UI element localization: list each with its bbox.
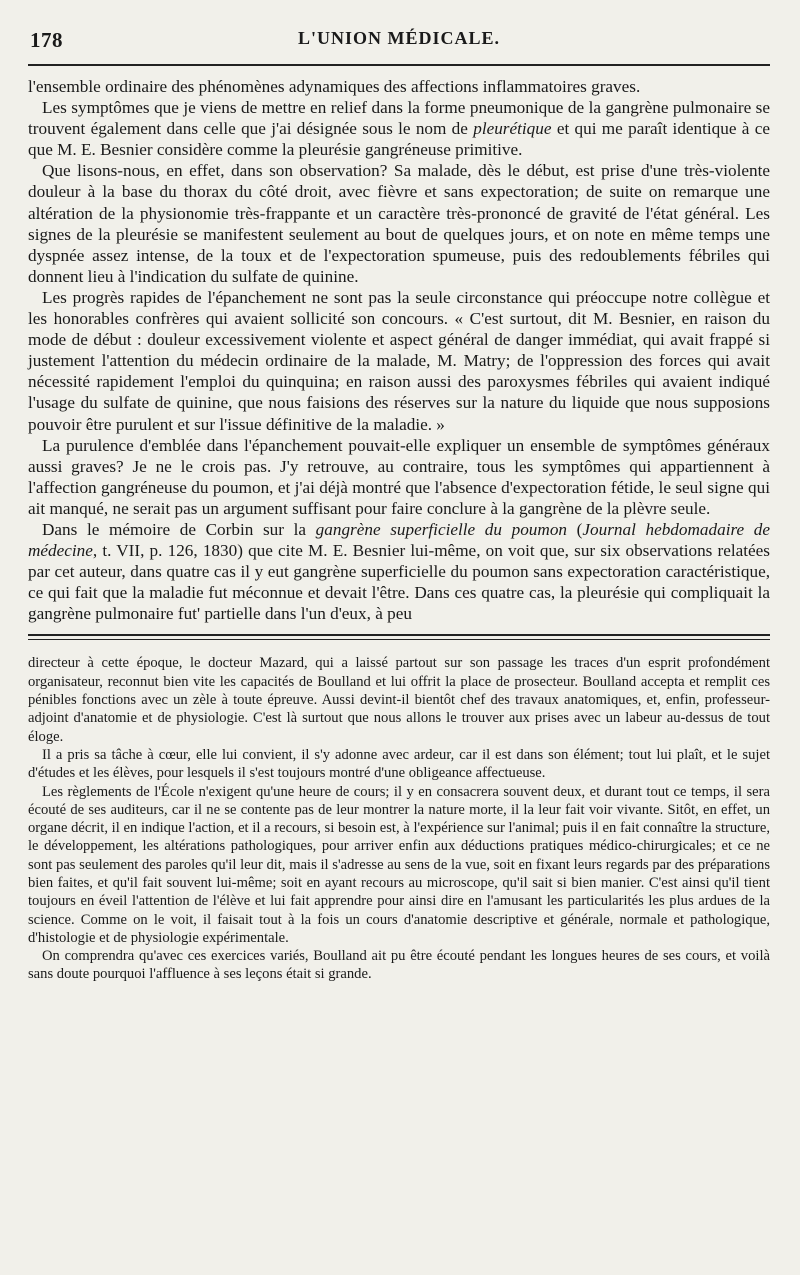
italic-term: pleurétique	[473, 119, 552, 139]
main-text	[28, 76, 770, 624]
page-number: 178	[30, 28, 63, 52]
running-title: L'UNION MÉDICALE.	[297, 28, 501, 48]
note-paragraph: Il a pris sa tâche à cœur, elle lui convient, il s'y adonne avec ardeur, car il est dans son élément; tout lui plaît, et le sujet d'études et les élèves, pour lesquels il s'est toujours montré d'une obligeance affectueuse.	[28, 746, 770, 782]
paragraph: Que lisons-nous, en effet, dans son observation? Sa malade, dès le début, est prise d'une très-violente douleur à la base du thorax du côté droit, avec fièvre et sans expectoration; de suite on remarque une altération de la physionomie très-frappante et un caractère très-prononcé de gravité de l'état général. Les signes de la pleurésie se manifestent seulement au bout de quelques jours, et on note en même temps une dyspnée assez intense, de la toux et de l'expectoration spumeuse, puis des redoublements fébriles qui donnent lieu à l'indication du sulfate de quinine.	[28, 161, 770, 286]
italic-journal: Journal hebdomadaire de médecine	[28, 519, 771, 561]
paragraph: Dans le mémoire de Corbin sur la gangrène superficielle du poumon (Journal hebdomadaire de médecine, t. VII, p. 126, 1830) que cite M. E. Besnier lui-même, on voit que, sur six observations relatées par cet auteur, dans quatre cas il y eut gangrène superficielle du poumon sans expectoration caractéristique, ce qui fait que la maladie fut méconnue et devait l'être. Dans ces quatre cas, la pleurésie qui compliquait la gangrène pulmonaire fut' partielle dans l'un d'eux, à peu	[28, 519, 771, 624]
footnote-separator	[28, 634, 770, 640]
italic-title: gangrène superficielle du poumon	[315, 519, 568, 539]
note-paragraph: directeur à cette époque, le docteur Mazard, qui a laissé partout sur son passage les traces d'un esprit profondément organisateur, reconnut bien vite les capacités de Boulland et lui offrit la place de prosecteur. Boulland accepta et remplit ces pénibles fonctions avec un zèle à toute épreuve. Aussi devint-il bientôt chef des travaux anatomiques, et, enfin, professeur-adjoint d'anatomie et de physiologie. C'est là surtout que nous allons le trouver aux prises avec un labeur au-dessus de tout éloge.	[28, 655, 770, 745]
header-rule	[28, 64, 770, 66]
paragraph: l'ensemble ordinaire des phénomènes adynamiques des affections inflammatoires graves.	[28, 77, 641, 96]
paragraph: Les symptômes que je viens de mettre en relief dans la forme pneumonique de la gangrène pulmonaire se trouvent également dans celle que j'ai désignée sous le nom de pleurétique et qui me paraît identique à ce que M. E. Besnier considère comme la pleurésie gangréneuse primitive.	[28, 98, 770, 160]
paragraph: Les progrès rapides de l'épanchement ne sont pas la seule circonstance qui préoccupe notre collègue et les honorables confrères qui avaient sollicité son concours. « C'est surtout, dit M. Besnier, en raison du mode de début : douleur excessivement violente et aspect général de danger immédiat, qui avait frappé si justement l'attention du médecin ordinaire de la malade, M. Matry; de l'oppression des forces qui avait nécessité rapidement l'emploi du quinquina; en raison aussi des paroxysmes fébriles qui avaient indiqué l'usage du sulfate de quinine, que nous faisions des réserves sur la nature du liquide que nous supposions pouvoir être purulent et sur l'issue définitive de la maladie. »	[28, 287, 770, 434]
paragraph: La purulence d'emblée dans l'épanchement pouvait-elle expliquer un ensemble de symptômes généraux aussi graves? Je ne le crois pas. J'y retrouve, au contraire, tous les symptômes qui appartiennent à l'affection gangréneuse du poumon, et j'ai déjà montré que l'absence d'expectoration fétide, le seul signe qui ait manqué, ne serait pas un argument suffisant pour faire conclure à la gangrène de la plèvre seule.	[28, 435, 770, 518]
footnote-text	[28, 654, 770, 983]
note-paragraph: Les règlements de l'École n'exigent qu'une heure de cours; il y en consacrera souvent deux, et durant tout ce temps, il sera écouté de ses auditeurs, car il ne se contente pas de leur montrer la nature morte, il la leur fait voir vivante. Sitôt, en effet, un organe décrit, il en indique l'action, et il a recours, si besoin est, à l'expérience sur l'animal; puis il en fait connaître la structure, le développement, les altérations pathologiques, pour arriver enfin aux déductions pratiques médico-chirurgicales; et ce ne sont pas seulement des paroles qu'il leur dit, mais il s'adresse au sens de la vue, soit en fixant leurs regards par des préparations bien faites, et qu'il fait souvent lui-même; soit en ayant recours au microscope, qu'il sait si bien manier. C'est ainsi qu'il tient toujours en éveil l'attention de l'élève et lui fait apprendre pour ainsi dire en l'amusant les particularités les plus ardues de la science. Comme on le voit, il faisait tout à la fois un cours d'anatomie descriptive et générale, normale et pathologique, d'histologie et de physiologie expérimentale.	[28, 783, 770, 946]
page-header	[28, 22, 770, 52]
note-paragraph: On comprendra qu'avec ces exercices variés, Boulland ait pu être écouté pendant les longues heures de ses cours, et voilà sans doute pourquoi l'affluence à ses leçons était si grande.	[28, 948, 770, 983]
